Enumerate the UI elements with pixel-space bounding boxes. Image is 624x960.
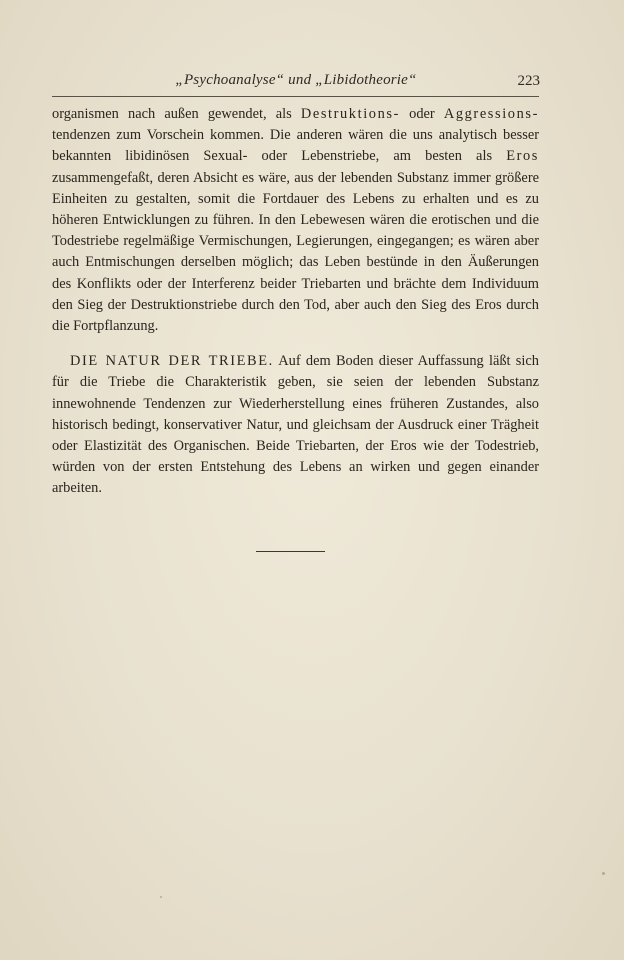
spaced-term-destruktions: Destruktions- <box>300 106 400 122</box>
paper-speck <box>602 872 605 875</box>
paragraph-1-text-a: organismen nach außen gewendet, als <box>52 106 301 122</box>
running-title: „Psychoanalyse“ und „Libidotheorie“ <box>175 72 417 88</box>
page-number: 223 <box>517 73 540 89</box>
paragraph-2 <box>52 351 539 499</box>
paragraph-1 <box>52 104 539 337</box>
body-text <box>52 104 539 500</box>
paper-speck <box>160 896 162 898</box>
running-head <box>52 72 540 96</box>
header-rule <box>52 96 539 97</box>
section-title: DIE NATUR DER TRIEBE. <box>70 353 274 370</box>
paragraph-1-text-c: tendenzen zum Vorschein kommen. Die anderen wären die uns analytisch besser bekannten libidinösen Sexual- oder Lebenstriebe, am besten als <box>52 127 539 165</box>
end-rule <box>256 551 325 552</box>
paragraph-2-text: Auf dem Boden dieser Auffassung läßt sich für die Triebe die Charakteristik geben, sie seien der lebenden Substanz innewohnende Tendenzen zur Wiederherstellung eines früheren Zustandes, also historisch bedingt, konservativer Natur, und gleichsam der Ausdruck einer Trägheit oder Elastizität des Organischen. Beide Triebarten, der Eros wie der Todestrieb, würden von der ersten Entstehung des Lebens an wirken und gegen einander arbeiten. <box>52 353 539 497</box>
spaced-term-eros: Eros <box>506 148 539 165</box>
paragraph-1-text-d: zusammengefaßt, deren Absicht es wäre, aus der lebenden Substanz immer größere Einheiten zu gestalten, somit die Fortdauer des Lebens zu erhalten und es zu höheren Entwicklungen zu führen. In den Lebewesen wären die erotischen und die Todestriebe regelmäßige Vermischungen, Legierungen, eingegangen; es wären aber auch Entmischungen derselben möglich; das Leben bestünde in den Äußerungen des Konflikts oder der Interferenz beider Triebarten und brächte dem Individuum den Sieg der Destruktionstriebe durch den Tod, aber auch den Sieg des Eros durch die Fortpflanzung. <box>52 169 539 335</box>
spaced-term-aggressions: Aggressions- <box>443 106 539 122</box>
paragraph-1-text-b: oder <box>399 106 444 122</box>
